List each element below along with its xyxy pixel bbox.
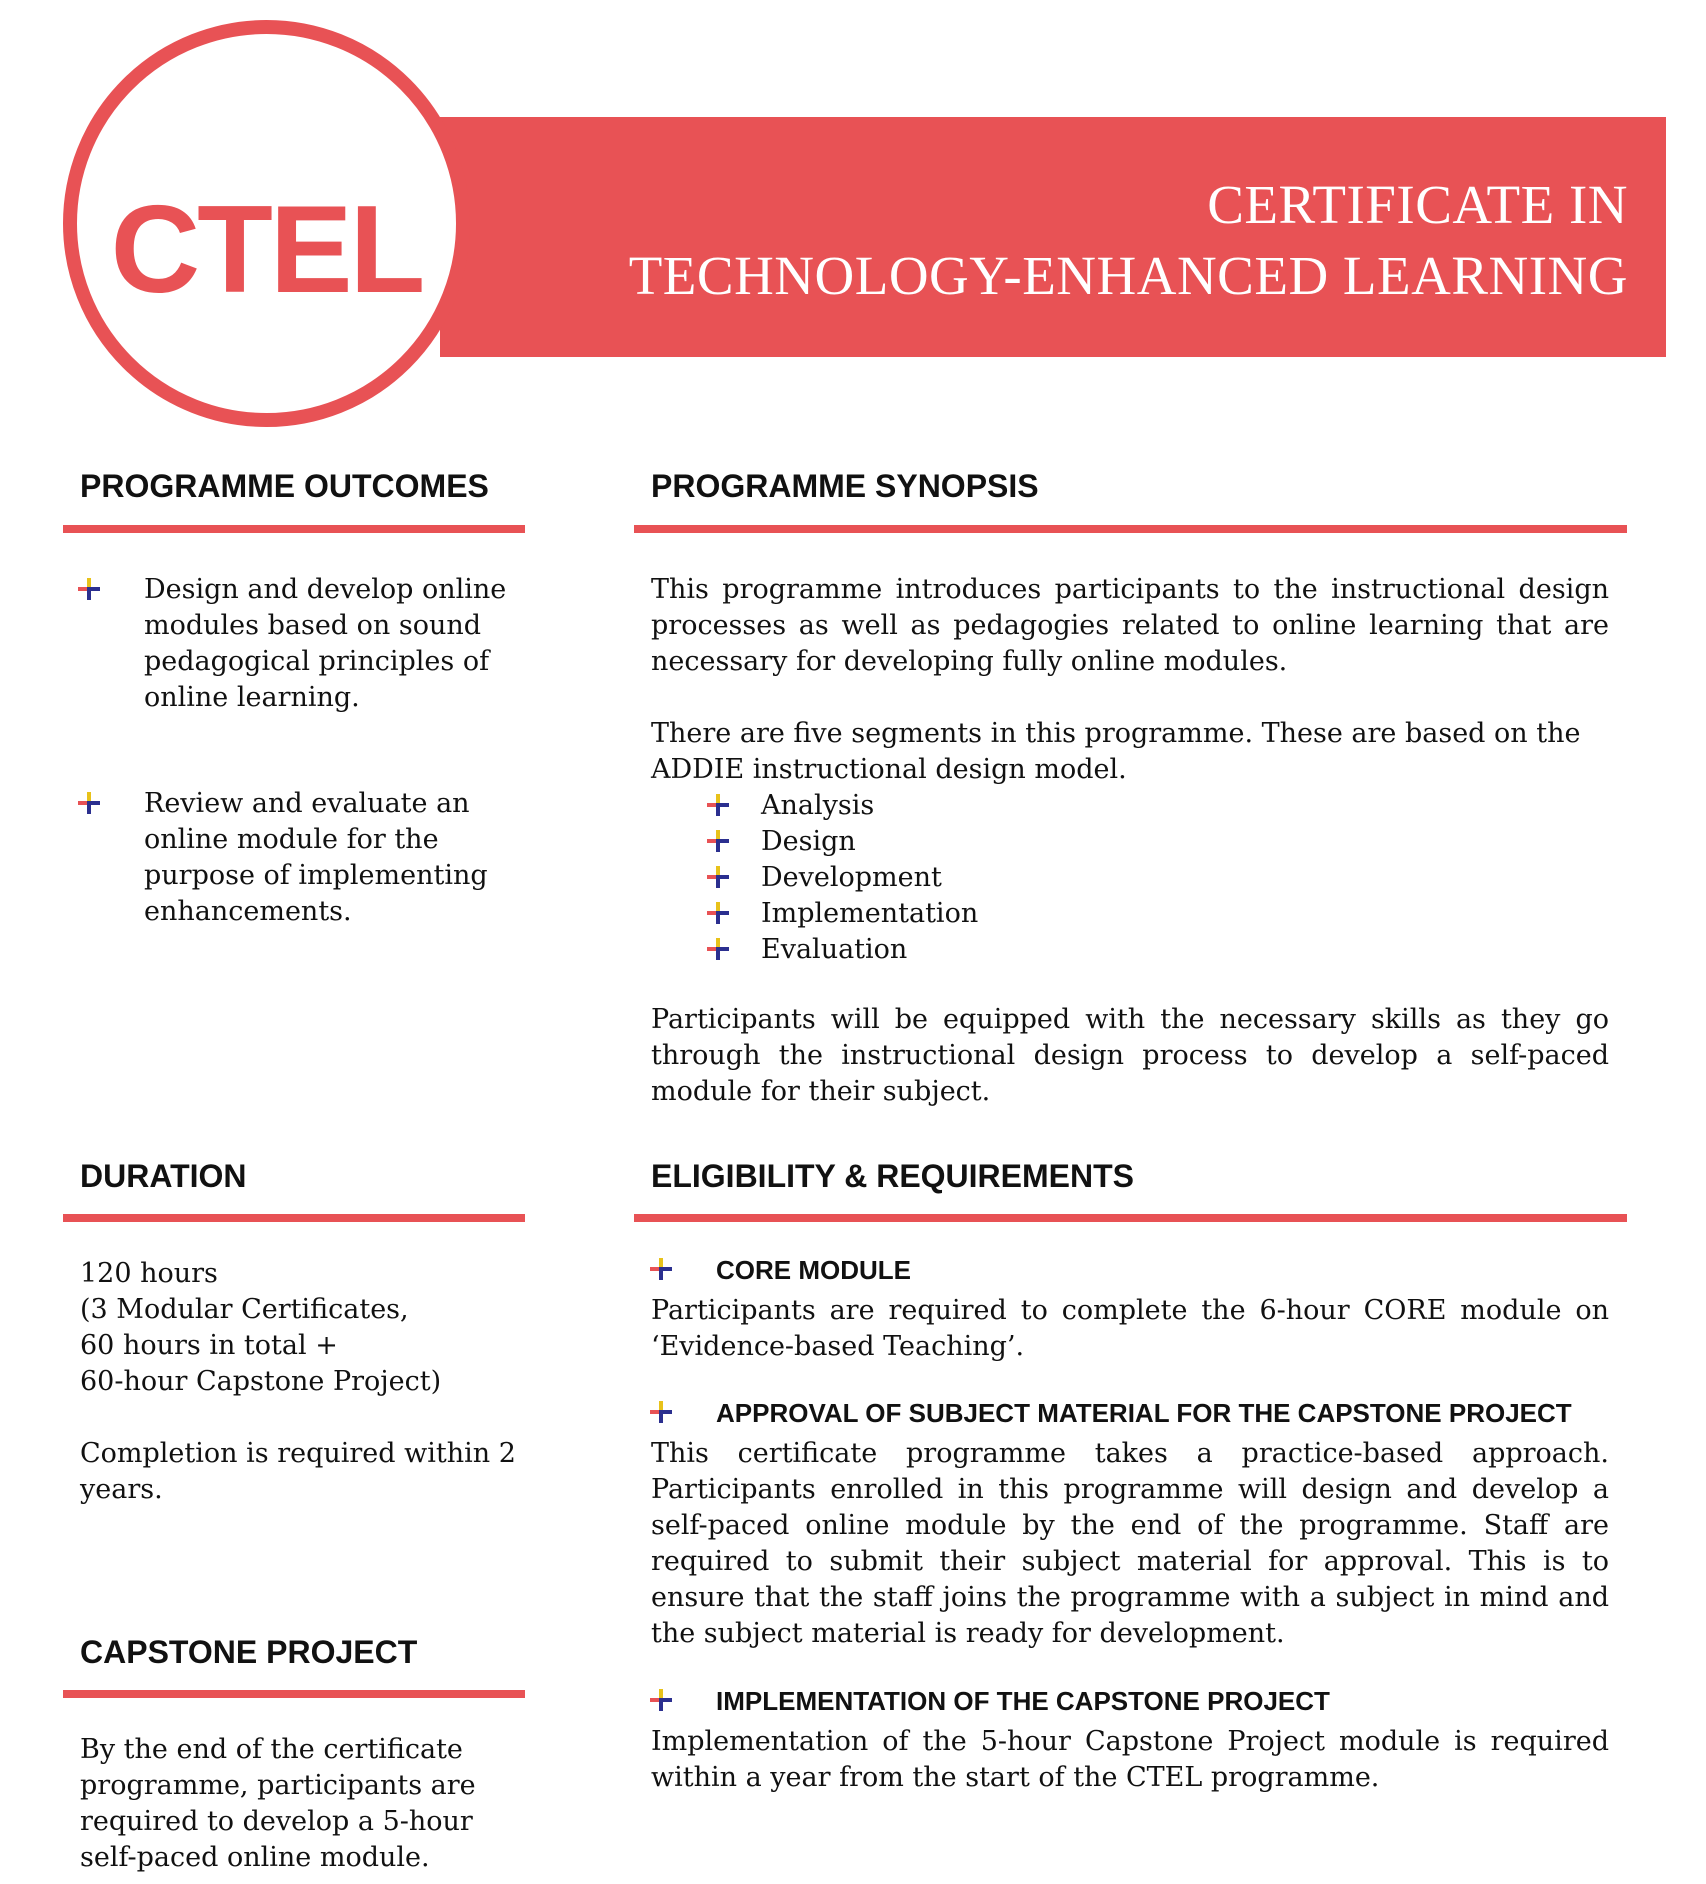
synopsis-para-3: Participants will be equipped with the necessary skills as they go through the instructional design process to develop a self-paced module for their subject.: [651, 1004, 1609, 1107]
logo-text: CTEL: [110, 181, 423, 319]
outcome-item-2: [144, 786, 516, 930]
segment-list: [761, 788, 978, 968]
segment-item: [761, 860, 978, 896]
segment-item: [761, 788, 978, 824]
duration-hours: [80, 1256, 520, 1400]
eligibility-heading: ELIGIBILITY & REQUIREMENTS: [651, 1158, 1134, 1194]
duration-line: 60 hours in total +: [80, 1330, 338, 1361]
outcomes-heading: PROGRAMME OUTCOMES: [80, 468, 489, 504]
duration-completion: Completion is required within 2 years.: [80, 1438, 516, 1505]
duration-heading: DURATION: [80, 1158, 247, 1194]
synopsis-para-2: There are five segments in this programme. These are based on the ADDIE instructional design model.: [651, 718, 1581, 785]
eligibility-rule: [634, 1214, 1627, 1222]
segment-item: [761, 932, 978, 968]
cross-star-bullet-icon: [78, 578, 100, 600]
duration-rule: [63, 1214, 525, 1222]
segment-item: [761, 896, 978, 932]
cross-star-bullet-icon: [650, 1689, 672, 1711]
duration-line: (3 Modular Certificates,: [80, 1294, 409, 1325]
capstone-heading: CAPSTONE PROJECT: [80, 1634, 418, 1670]
segment-label: Development: [761, 862, 942, 893]
capstone-text: By the end of the certificate programme, participants are required to develop a 5-hour self-paced online module.: [80, 1734, 476, 1873]
outcomes-rule: [63, 525, 525, 533]
implementation-title: IMPLEMENTATION OF THE CAPSTONE PROJECT: [716, 1686, 1330, 1716]
ctel-logo: [63, 20, 470, 427]
core-module-text: Participants are required to complete the 6-hour CORE module on ‘Evidence-based Teaching’.: [651, 1295, 1609, 1362]
title-banner: [440, 117, 1666, 357]
cross-star-bullet-icon: [707, 830, 729, 852]
outcome-text-1: Design and develop online modules based on sound pedagogical principles of online learning.: [144, 574, 507, 713]
cross-star-bullet-icon: [707, 866, 729, 888]
segment-label: Implementation: [761, 898, 979, 929]
approval-title: APPROVAL OF SUBJECT MATERIAL FOR THE CAPSTONE PROJECT: [716, 1398, 1572, 1428]
core-module-title: CORE MODULE: [716, 1255, 911, 1285]
outcome-text-2: Review and evaluate an online module for the purpose of implementing enhancements.: [144, 788, 488, 927]
cross-star-bullet-icon: [650, 1401, 672, 1423]
cross-star-bullet-icon: [650, 1258, 672, 1280]
cross-star-bullet-icon: [707, 794, 729, 816]
title-line-1: CERTIFICATE IN: [1207, 174, 1628, 235]
segment-label: Design: [761, 826, 856, 857]
outcome-item-1: [144, 572, 516, 716]
cross-star-bullet-icon: [707, 902, 729, 924]
cross-star-bullet-icon: [707, 938, 729, 960]
cross-star-bullet-icon: [78, 792, 100, 814]
implementation-text: Implementation of the 5-hour Capstone Project module is required within a year from the start of the CTEL programme.: [651, 1726, 1609, 1793]
segment-label: Evaluation: [761, 934, 908, 965]
segment-label: Analysis: [761, 790, 875, 821]
segment-item: [761, 824, 978, 860]
page-title: [629, 169, 1628, 311]
title-line-2: TECHNOLOGY-ENHANCED LEARNING: [628, 245, 1628, 306]
approval-text: This certificate programme takes a practice-based approach. Participants enrolled in this programme will design and develop a self-paced online module by the end of the programme. Staff are required to submit their subject material for approval. This is to ensure that the staff joins the programme with a subject in mind and the subject material is ready for development.: [651, 1438, 1609, 1649]
synopsis-para-1: This programme introduces participants to the instructional design processes as well as pedagogies related to online learning that are necessary for developing fully online modules.: [651, 574, 1609, 677]
duration-line: 120 hours: [80, 1258, 218, 1289]
capstone-rule: [63, 1690, 525, 1698]
duration-line: 60-hour Capstone Project): [80, 1366, 442, 1397]
synopsis-rule: [634, 525, 1627, 533]
synopsis-heading: PROGRAMME SYNOPSIS: [651, 468, 1039, 504]
